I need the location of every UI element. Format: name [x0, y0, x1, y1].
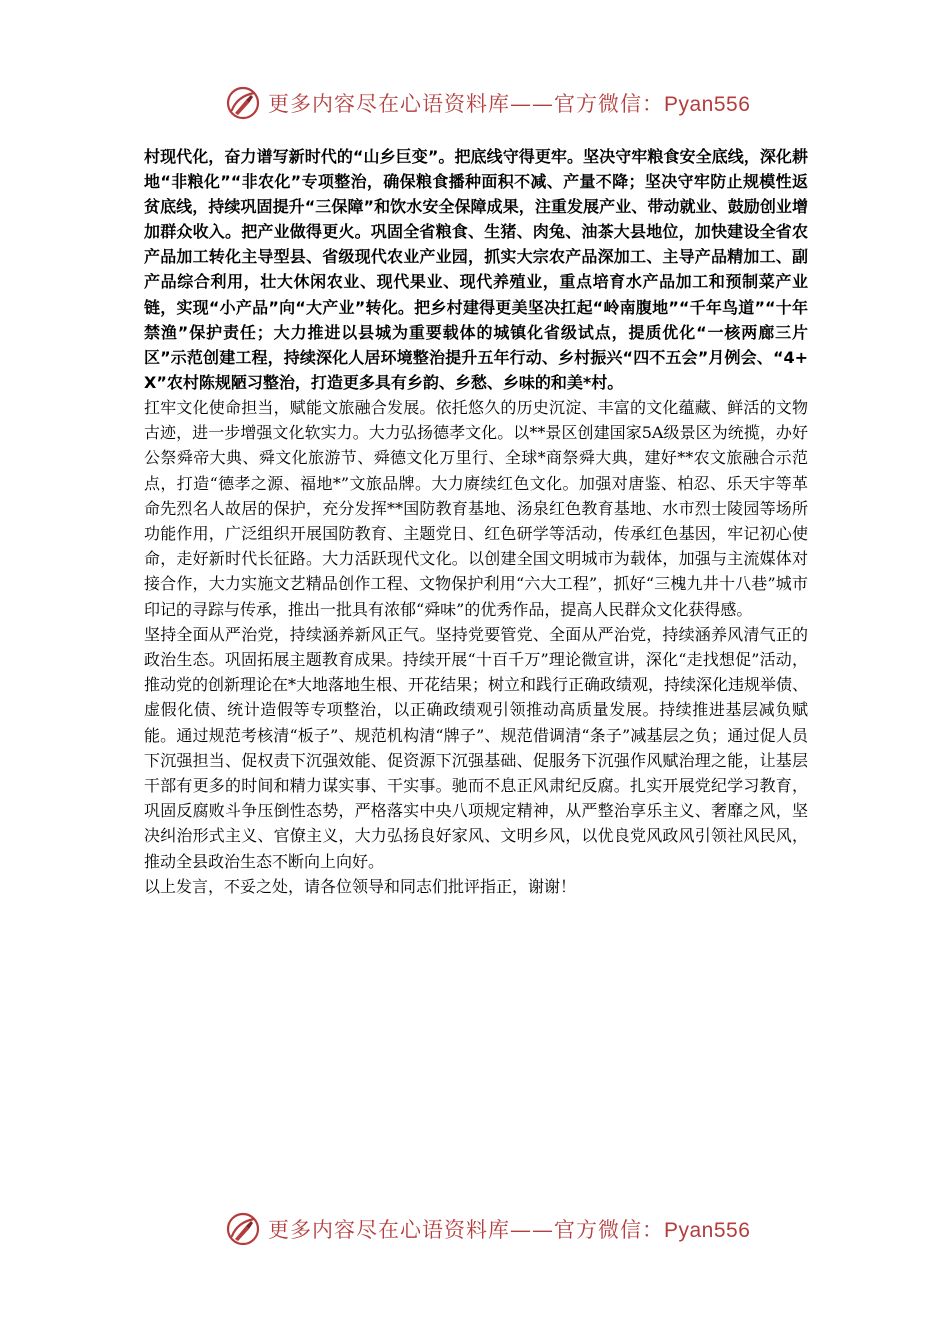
- document-body: [144, 144, 808, 899]
- paragraph-rural-revitalization: 村现代化，奋力谱写新时代的“山乡巨变”。把底线守得更牢。坚决守牢粮食安全底线，深化耕地“非粮化”“非农化”专项整治，确保粮食播种面积不减、产量不降；坚决守牢防止规模性返贫底线，持续巩固提升“三保障”和饮水安全保障成果，注重发展产业、带动就业、鼓励创业增加群众收入。把产业做得更火。巩固全省粮食、生猪、肉兔、油茶大县地位，加快建设全省农产品加工转化主导型县、省级现代农业产业园，抓实大宗农产品深加工、主导产品精加工、副产品综合利用，壮大休闲农业、现代果业、现代养殖业，重点培育水产品加工和预制菜产业链，实现“小产品”向“大产业”转化。把乡村建得更美坚决扛起“岭南腹地”“千年鸟道”“十年禁渔”保护责任；大力推进以县城为重要载体的城镇化省级试点，提质优化“一核两廊三片区”示范创建工程，持续深化人居环境整治提升五年行动、乡村振兴“四不五会”月例会、“4+X”农村陈规陋习整治，打造更多具有乡韵、乡愁、乡味的和美*村。: [144, 147, 808, 392]
- header-banner-label: 更多内容尽在心语资料库——官方微信：: [268, 92, 664, 116]
- paragraph-culture-tourism: 扛牢文化使命担当，赋能文旅融合发展。依托悠久的历史沉淀、丰富的文化蕴藏、鲜活的文物古迹，进一步增强文化软实力。大力弘扬德孝文化。以**景区创建国家5A级景区为统揽，办好公祭舜帝大典、舜文化旅游节、舜德文化万里行、全球*商祭舜大典，建好**农文旅融合示范点，打造“德孝之源、福地*”文旅品牌。大力赓续红色文化。加强对唐鉴、柏忍、乐天宇等革命先烈名人故居的保护，充分发挥**国防教育基地、汤泉红色教育基地、水市烈士陵园等场所功能作用，广泛组织开展国防教育、主题党日、红色研学等活动，传承红色基因，牢记初心使命，走好新时代长征路。大力活跃现代文化。以创建全国文明城市为载体，加强与主流媒体对接合作，大力实施文艺精品创作工程、文物保护利用“六大工程”，抓好“三槐九井十八巷”城市印记的寻踪与传承，推出一批具有浓郁“舜味”的优秀作品，提高人民群众文化获得感。: [144, 397, 808, 619]
- footer-banner-label: 更多内容尽在心语资料库——官方微信：: [268, 1218, 664, 1242]
- header-banner: [226, 85, 751, 121]
- paragraph-closing: 以上发言，不妥之处，请各位领导和同志们批评指正，谢谢！: [144, 876, 577, 896]
- footer-banner: [226, 1211, 751, 1247]
- paragraph-party-discipline: 坚持全面从严治党，持续涵养新风正气。坚持党要管党、全面从严治党，持续涵养风清气正的政治生态。巩固拓展主题教育成果。持续开展“十百千万”理论微宣讲，深化“走找想促”活动，推动党的创新理论在*大地落地生根、开花结果；树立和践行正确政绩观，持续深化违规举债、虚假化债、统计造假等专项整治，以正确政绩观引领推动高质量发展。持续推进基层减负赋能。通过规范考核清“板子”、规范机构清“牌子”、规范借调清“条子”减基层之负；通过促人员下沉强担当、促权责下沉强效能、促资源下沉强基础、促服务下沉强作风赋治理之能，让基层干部有更多的时间和精力谋实事、干实事。驰而不息正风肃纪反腐。扎实开展党纪学习教育，巩固反腐败斗争压倒性态势，严格落实中央八项规定精神，从严整治享乐主义、奢靡之风，坚决纠治形式主义、官僚主义，大力弘扬良好家风、文明乡风，以优良党风政风引领社风民风，推动全县政治生态不断向上向好。: [144, 624, 809, 871]
- pen-logo-icon: [226, 86, 260, 120]
- footer-banner-text: [268, 1214, 750, 1244]
- footer-wechat-id: Pyan556: [664, 1219, 751, 1242]
- header-wechat-id: Pyan556: [664, 93, 751, 116]
- pen-logo-icon: [226, 1212, 260, 1246]
- header-banner-text: [268, 88, 750, 118]
